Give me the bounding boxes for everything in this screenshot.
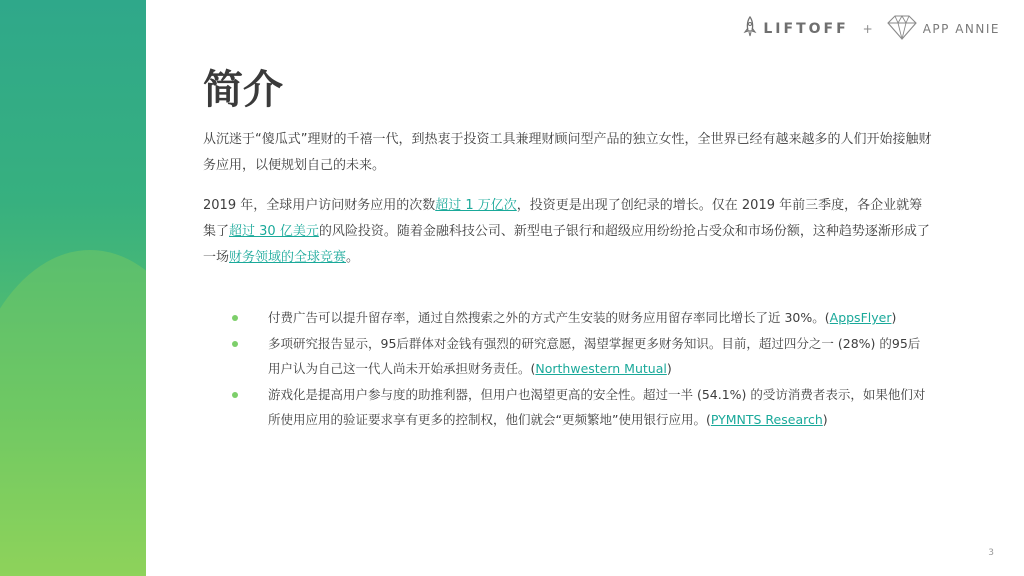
decorative-wave <box>0 250 146 576</box>
partner-logos <box>743 16 1000 42</box>
bullet-dot <box>232 392 238 398</box>
list-item <box>232 305 932 331</box>
key-findings-list <box>232 305 932 433</box>
source-link-appsflyer[interactable]: AppsFlyer <box>829 310 892 325</box>
list-item <box>232 382 932 433</box>
diamond-icon <box>887 14 917 44</box>
link-3-billion-funding[interactable]: 超过 30 亿美元 <box>229 224 319 239</box>
paragraph-text: 2019 年，全球用户访问财务应用的次数 <box>203 198 436 213</box>
intro-paragraph-2 <box>203 193 933 271</box>
bullet-close: ) <box>891 310 897 325</box>
decorative-gradient-band <box>0 0 146 576</box>
bullet-close: ) <box>822 412 828 427</box>
intro-paragraph-1: 从沉迷于“傻瓜式”理财的千禧一代，到热衷于投资工具兼理财顾问型产品的独立女性，全世界已经有越来越多的人们开始接触财务应用，以便规划自己的未来。 <box>203 132 932 173</box>
app-annie-wordmark: APP ANNIE <box>922 22 1000 36</box>
bullet-text: 游戏化是提高用户参与度的助推利器，但用户也渴望更高的安全性。超过一半 (54.1%) 的受访消费者表示，如果他们对所使用应用的验证要求享有更多的控制权，他们就会“更频繁地”使用银行应用。( <box>268 386 926 427</box>
bullet-dot <box>232 341 238 347</box>
page-number: 3 <box>988 548 994 558</box>
liftoff-logo <box>743 16 848 42</box>
link-trillion-visits[interactable]: 超过 1 万亿次 <box>435 198 517 213</box>
source-link-northwestern-mutual[interactable]: Northwestern Mutual <box>535 361 667 376</box>
plus-sign: + <box>862 22 873 36</box>
paragraph-text: ，投资更是出现了创纪录的增长。仅在 2019 年前三季度，各企业就筹集了 <box>203 198 923 239</box>
source-link-pymnts-research[interactable]: PYMNTS Research <box>710 412 823 427</box>
paragraph-text: 。 <box>346 250 360 265</box>
app-annie-logo <box>887 14 1000 44</box>
bullet-text: 多项研究报告显示，95后群体对金钱有强烈的研究意愿，渴望掌握更多财务知识。目前，超过四分之一 (28%) 的95后用户认为自己这一代人尚未开始承担财务责任。( <box>268 335 921 376</box>
page-title: 简介 <box>203 67 283 113</box>
bullet-text: 付费广告可以提升留存率，通过自然搜索之外的方式产生安装的财务应用留存率同比增长了近 30%。( <box>268 310 830 325</box>
liftoff-wordmark: LIFTOFF <box>763 21 849 37</box>
bullet-close: ) <box>666 361 672 376</box>
list-item <box>232 331 932 382</box>
link-global-race[interactable]: 财务领域的全球竞赛 <box>229 250 347 265</box>
bullet-dot <box>232 315 238 321</box>
rocket-icon <box>743 16 757 42</box>
paragraph-text: 的风险投资。随着金融科技公司、新型电子银行和超级应用纷纷抢占受众和市场份额，这种趋势逐渐形成了一场 <box>203 224 930 265</box>
